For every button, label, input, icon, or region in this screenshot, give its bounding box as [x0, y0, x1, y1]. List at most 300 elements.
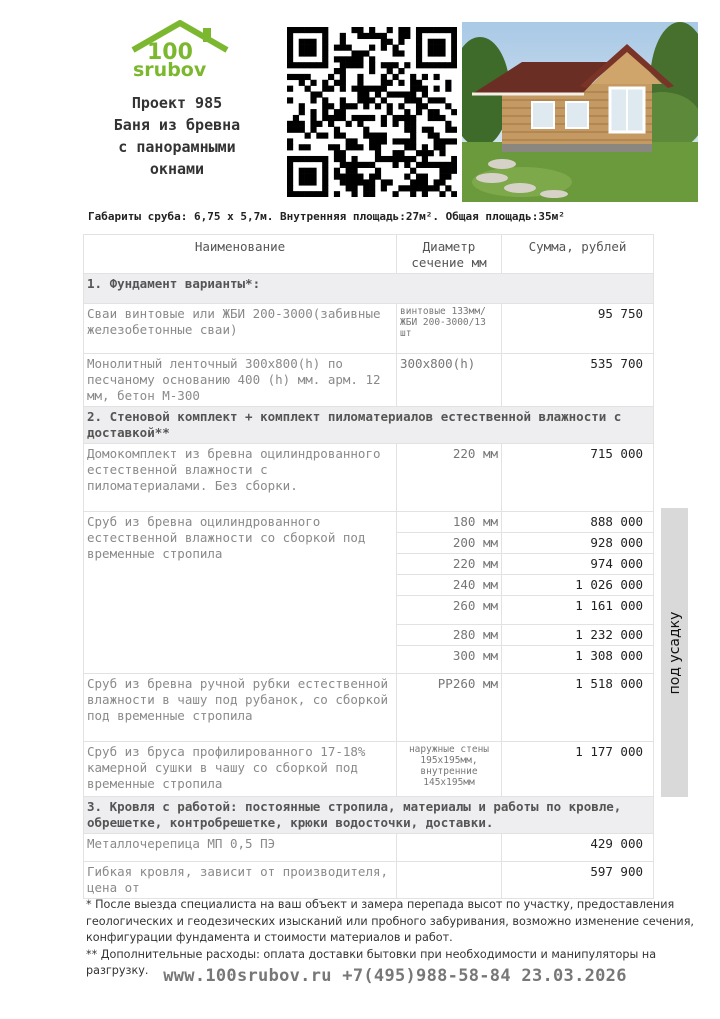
qr-module: [439, 97, 445, 103]
qr-module: [375, 150, 381, 156]
qr-module: [381, 121, 387, 127]
item-name: Монолитный ленточный 300х800(h) по песчаному основанию 400 (h) мм. арм. 12 мм, бетон М-300: [84, 354, 397, 407]
item-diameter: 280 мм: [397, 625, 502, 646]
qr-module: [410, 179, 416, 185]
item-diameter: 240 мм: [397, 575, 502, 596]
qr-module: [422, 191, 428, 197]
qr-module: [375, 156, 381, 162]
qr-module: [363, 97, 369, 103]
qr-module: [305, 62, 311, 68]
qr-module: [328, 121, 334, 127]
qr-module: [357, 86, 363, 92]
qr-module: [334, 56, 340, 62]
qr-module: [416, 97, 422, 103]
section-header-row: [84, 797, 654, 834]
qr-module: [404, 62, 410, 68]
qr-module: [357, 80, 363, 86]
qr-module: [422, 74, 428, 80]
qr-module: [357, 27, 363, 33]
qr-module: [334, 150, 340, 156]
qr-module: [351, 138, 357, 144]
qr-module: [322, 62, 328, 68]
qr-module: [351, 144, 357, 150]
qr-module: [310, 27, 316, 33]
qr-module: [322, 162, 328, 168]
qr-module: [346, 162, 352, 168]
qr-module: [451, 168, 457, 174]
section-title-roof: 3. Кровля с работой: постоянные стропила, материалы и работы по кровле, обрешетке, контробрешетке, крюки водосточки, доставки.: [84, 797, 654, 834]
qr-module: [445, 168, 451, 174]
qr-module: [398, 68, 404, 74]
qr-module: [322, 27, 328, 33]
qr-module: [369, 144, 375, 150]
qr-module: [340, 156, 346, 162]
qr-module: [439, 138, 445, 144]
table-row: [84, 862, 654, 899]
item-name: Сруб из бруса профилированного 17-18% камерной сушки в чашу со сборкой под временные стропила: [84, 742, 397, 797]
item-diameter: 200 мм: [397, 533, 502, 554]
logo-word: srubov: [133, 59, 207, 81]
qr-module: [410, 138, 416, 144]
qr-module: [322, 156, 328, 162]
qr-module: [293, 127, 299, 133]
item-sum: 429 000: [502, 834, 654, 862]
qr-module: [351, 86, 357, 92]
item-diameter: [397, 862, 502, 899]
qr-module: [287, 45, 293, 51]
qr-module: [451, 45, 457, 51]
qr-module: [310, 174, 316, 180]
qr-module: [305, 144, 311, 150]
qr-module: [340, 150, 346, 156]
qr-module: [445, 27, 451, 33]
qr-module: [451, 56, 457, 62]
qr-module: [346, 45, 352, 51]
qr-module: [410, 91, 416, 97]
qr-module: [305, 27, 311, 33]
qr-module: [316, 133, 322, 139]
qr-module: [422, 185, 428, 191]
qr-module: [434, 179, 440, 185]
qr-module: [439, 115, 445, 121]
qr-module: [404, 144, 410, 150]
qr-module: [363, 185, 369, 191]
qr-module: [445, 86, 451, 92]
qr-module: [375, 86, 381, 92]
qr-module: [428, 39, 434, 45]
qr-module: [422, 179, 428, 185]
qr-module: [410, 74, 416, 80]
qr-module: [416, 56, 422, 62]
qr-module: [445, 121, 451, 127]
qr-module: [410, 168, 416, 174]
qr-module: [422, 156, 428, 162]
table-row: [84, 304, 654, 354]
qr-module: [299, 156, 305, 162]
qr-module: [434, 86, 440, 92]
qr-module: [428, 133, 434, 139]
qr-module: [434, 115, 440, 121]
qr-module: [422, 174, 428, 180]
qr-module: [334, 115, 340, 121]
qr-module: [363, 133, 369, 139]
qr-module: [375, 168, 381, 174]
qr-module: [287, 191, 293, 197]
qr-module: [340, 86, 346, 92]
qr-module: [310, 39, 316, 45]
qr-module: [369, 162, 375, 168]
qr-module: [322, 33, 328, 39]
qr-module: [299, 174, 305, 180]
table-row: [84, 834, 654, 862]
qr-module: [328, 103, 334, 109]
qr-module: [387, 103, 393, 109]
qr-module: [287, 74, 293, 80]
qr-module: [387, 80, 393, 86]
qr-module: [310, 45, 316, 51]
qr-module: [305, 50, 311, 56]
qr-module: [357, 174, 363, 180]
qr-module: [287, 86, 293, 92]
qr-module: [322, 168, 328, 174]
qr-module: [346, 179, 352, 185]
qr-module: [398, 103, 404, 109]
qr-module: [287, 138, 293, 144]
qr-module: [293, 115, 299, 121]
qr-module: [322, 109, 328, 115]
qr-module: [340, 174, 346, 180]
qr-module: [375, 133, 381, 139]
qr-module: [404, 97, 410, 103]
dimensions-summary: Габариты сруба: 6,75 х 5,7м. Внутренняя площадь:27м². Общая площадь:35м²: [88, 210, 565, 223]
item-diameter: 220 мм: [397, 554, 502, 575]
qr-module: [404, 127, 410, 133]
table-row: [84, 742, 654, 797]
qr-module: [340, 39, 346, 45]
item-name: Домокомплект из бревна оцилиндрованного естественной влажности с пиломатериалами. Без сборки.: [84, 444, 397, 512]
qr-module: [316, 121, 322, 127]
qr-module: [340, 33, 346, 39]
qr-module: [357, 62, 363, 68]
qr-module: [334, 68, 340, 74]
qr-module: [357, 56, 363, 62]
qr-module: [381, 185, 387, 191]
qr-module: [346, 185, 352, 191]
qr-module: [322, 133, 328, 139]
qr-module: [369, 45, 375, 51]
contact-footer[interactable]: www.100srubov.ru +7(495)988-58-84 23.03.2026: [163, 966, 627, 986]
qr-module: [451, 33, 457, 39]
qr-module: [363, 33, 369, 39]
item-diameter: 300 мм: [397, 646, 502, 674]
qr-module: [393, 156, 399, 162]
qr-module: [351, 168, 357, 174]
qr-module: [334, 127, 340, 133]
qr-module: [316, 191, 322, 197]
qr-module: [393, 62, 399, 68]
qr-module: [299, 121, 305, 127]
qr-module: [398, 156, 404, 162]
qr-module: [451, 127, 457, 133]
qr-module: [340, 103, 346, 109]
qr-module: [381, 133, 387, 139]
qr-module: [451, 191, 457, 197]
qr-module: [416, 62, 422, 68]
qr-module: [363, 91, 369, 97]
qr-module: [393, 50, 399, 56]
qr-module: [434, 144, 440, 150]
qr-module: [305, 39, 311, 45]
qr-module: [434, 39, 440, 45]
qr-module: [357, 162, 363, 168]
qr-module: [351, 62, 357, 68]
qr-module: [357, 74, 363, 80]
qr-module: [410, 80, 416, 86]
item-sum: 715 000: [502, 444, 654, 512]
qr-module: [451, 156, 457, 162]
qr-module: [393, 138, 399, 144]
qr-module: [439, 39, 445, 45]
qr-module: [334, 144, 340, 150]
qr-module: [416, 50, 422, 56]
qr-module: [287, 144, 293, 150]
column-header-sum: Сумма, рублей: [502, 235, 654, 274]
qr-module: [369, 174, 375, 180]
qr-module: [451, 62, 457, 68]
qr-module: [340, 80, 346, 86]
qr-module: [340, 115, 346, 121]
qr-module: [363, 86, 369, 92]
qr-module: [287, 121, 293, 127]
qr-module: [299, 127, 305, 133]
qr-module: [404, 115, 410, 121]
qr-module: [357, 115, 363, 121]
qr-module: [381, 39, 387, 45]
qr-module: [410, 133, 416, 139]
qr-module: [428, 45, 434, 51]
qr-module: [305, 174, 311, 180]
qr-module: [340, 62, 346, 68]
qr-module: [363, 179, 369, 185]
qr-module: [328, 144, 334, 150]
qr-module: [346, 144, 352, 150]
qr-module: [334, 174, 340, 180]
qr-module: [310, 109, 316, 115]
qr-module: [434, 162, 440, 168]
qr-module: [451, 50, 457, 56]
qr-module: [369, 33, 375, 39]
qr-module: [310, 127, 316, 133]
qr-module: [393, 162, 399, 168]
qr-module: [340, 133, 346, 139]
section-header-row: [84, 274, 654, 304]
qr-module: [293, 156, 299, 162]
qr-module: [369, 115, 375, 121]
qr-module: [451, 27, 457, 33]
qr-module: [375, 144, 381, 150]
item-diameter: 300х800(h): [397, 354, 502, 407]
qr-module: [398, 138, 404, 144]
qr-module: [310, 97, 316, 103]
item-sum: 535 700: [502, 354, 654, 407]
qr-module: [287, 27, 293, 33]
qr-module: [428, 185, 434, 191]
qr-module: [357, 33, 363, 39]
qr-module: [416, 45, 422, 51]
qr-module: [363, 127, 369, 133]
qr-module: [416, 33, 422, 39]
qr-module: [369, 86, 375, 92]
qr-module: [287, 62, 293, 68]
qr-code[interactable]: [287, 27, 457, 197]
qr-module: [410, 156, 416, 162]
qr-module: [287, 168, 293, 174]
qr-module: [404, 185, 410, 191]
qr-module: [299, 74, 305, 80]
qr-module: [328, 86, 334, 92]
qr-module: [416, 185, 422, 191]
qr-module: [287, 179, 293, 185]
qr-module: [398, 50, 404, 56]
qr-module: [310, 156, 316, 162]
qr-module: [428, 50, 434, 56]
qr-module: [410, 144, 416, 150]
qr-module: [398, 27, 404, 33]
qr-module: [410, 191, 416, 197]
qr-module: [428, 62, 434, 68]
qr-module: [363, 50, 369, 56]
qr-module: [369, 185, 375, 191]
qr-module: [299, 80, 305, 86]
table-row: [84, 512, 654, 533]
qr-module: [299, 103, 305, 109]
qr-module: [340, 68, 346, 74]
qr-module: [322, 179, 328, 185]
qr-module: [293, 27, 299, 33]
qr-module: [416, 80, 422, 86]
qr-module: [387, 68, 393, 74]
qr-module: [422, 103, 428, 109]
qr-module: [398, 150, 404, 156]
qr-module: [428, 97, 434, 103]
qr-module: [387, 62, 393, 68]
qr-module: [393, 150, 399, 156]
qr-module: [351, 56, 357, 62]
qr-module: [393, 74, 399, 80]
qr-module: [322, 39, 328, 45]
qr-module: [322, 103, 328, 109]
qr-module: [328, 115, 334, 121]
qr-module: [393, 91, 399, 97]
column-header-name: Наименование: [84, 235, 397, 274]
qr-module: [346, 138, 352, 144]
qr-module: [439, 174, 445, 180]
qr-module: [287, 50, 293, 56]
qr-module: [445, 127, 451, 133]
qr-module: [369, 179, 375, 185]
qr-module: [375, 174, 381, 180]
qr-module: [346, 103, 352, 109]
qr-module: [351, 156, 357, 162]
qr-module: [351, 162, 357, 168]
qr-module: [369, 27, 375, 33]
qr-module: [404, 138, 410, 144]
qr-module: [375, 103, 381, 109]
qr-module: [439, 45, 445, 51]
item-diameter: [397, 834, 502, 862]
qr-module: [439, 50, 445, 56]
qr-module: [351, 185, 357, 191]
qr-module: [334, 191, 340, 197]
qr-module: [351, 50, 357, 56]
qr-module: [351, 115, 357, 121]
qr-module: [340, 97, 346, 103]
qr-module: [316, 91, 322, 97]
qr-module: [305, 168, 311, 174]
qr-module: [346, 121, 352, 127]
item-diameter: РР260 мм: [397, 674, 502, 742]
qr-module: [439, 150, 445, 156]
qr-module: [299, 168, 305, 174]
qr-module: [346, 168, 352, 174]
qr-module: [434, 109, 440, 115]
item-diameter: 260 мм: [397, 596, 502, 625]
table-header-row: [84, 235, 654, 274]
qr-module: [410, 97, 416, 103]
qr-module: [381, 179, 387, 185]
qr-module: [351, 191, 357, 197]
qr-module: [416, 86, 422, 92]
qr-module: [351, 103, 357, 109]
qr-module: [445, 174, 451, 180]
qr-module: [340, 162, 346, 168]
qr-module: [434, 50, 440, 56]
qr-module: [322, 185, 328, 191]
qr-module: [422, 144, 428, 150]
qr-module: [422, 86, 428, 92]
qr-module: [434, 133, 440, 139]
qr-module: [416, 27, 422, 33]
qr-module: [322, 80, 328, 86]
qr-module: [434, 185, 440, 191]
qr-module: [404, 109, 410, 115]
shrinkage-label-text: под усадку: [666, 611, 683, 694]
qr-module: [334, 156, 340, 162]
qr-module: [363, 191, 369, 197]
qr-module: [393, 121, 399, 127]
qr-module: [310, 191, 316, 197]
qr-module: [416, 150, 422, 156]
qr-module: [334, 45, 340, 51]
qr-module: [322, 174, 328, 180]
qr-module: [387, 109, 393, 115]
qr-module: [375, 91, 381, 97]
qr-module: [404, 156, 410, 162]
qr-module: [340, 109, 346, 115]
qr-module: [398, 39, 404, 45]
qr-module: [381, 33, 387, 39]
item-sum: 1 026 000: [502, 575, 654, 596]
qr-module: [299, 191, 305, 197]
qr-module: [439, 27, 445, 33]
qr-module: [322, 191, 328, 197]
qr-module: [299, 62, 305, 68]
qr-module: [351, 174, 357, 180]
qr-module: [404, 91, 410, 97]
qr-module: [346, 56, 352, 62]
qr-module: [293, 62, 299, 68]
item-diameter: 220 мм: [397, 444, 502, 512]
